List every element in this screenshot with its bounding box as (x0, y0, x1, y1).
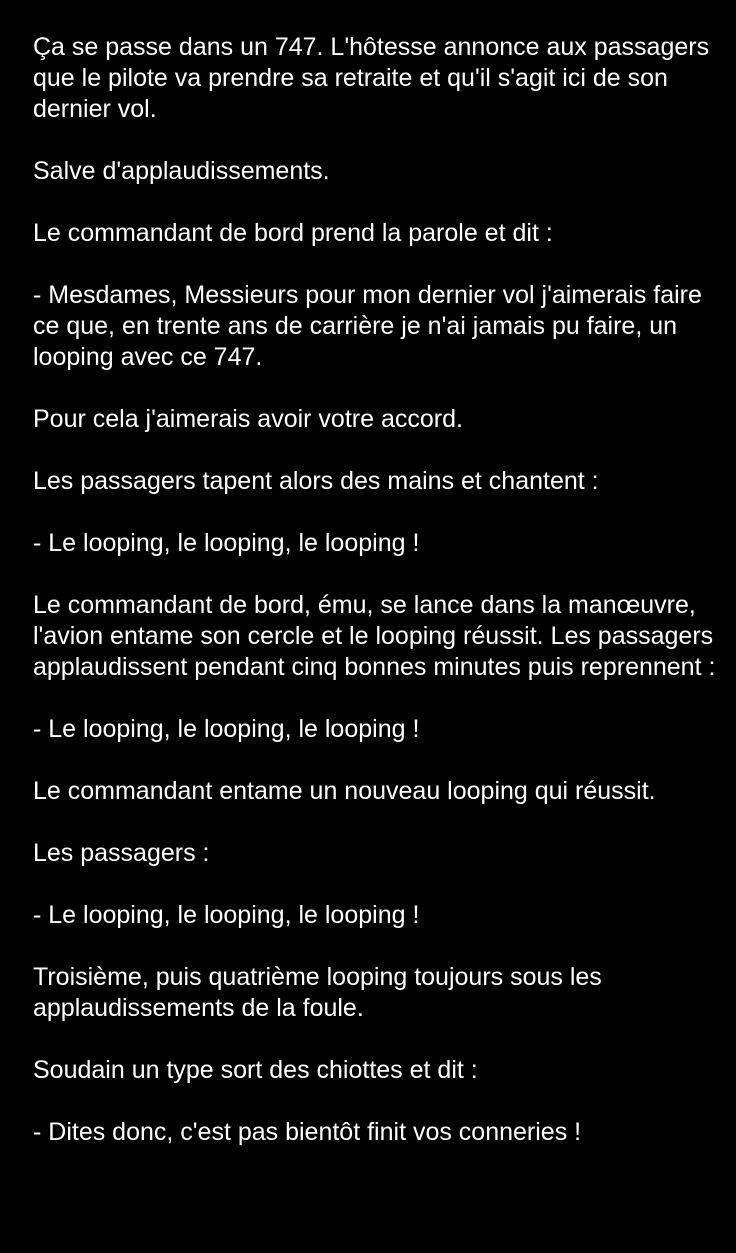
paragraph-toilet-guy: Soudain un type sort des chiottes et dit : (33, 1056, 478, 1084)
paragraph-chant-3: - Le looping, le looping, le looping ! (33, 901, 420, 929)
paragraph-more-loopings: Troisième, puis quatrième looping toujours sous les applaudissements de la foule. (33, 963, 602, 1022)
paragraph-intro: Ça se passe dans un 747. L'hôtesse annonce aux passagers que le pilote va prendre sa retraite et qu'il s'agit ici de son dernier vol. (33, 33, 710, 123)
paragraph-chant-1: - Le looping, le looping, le looping ! (33, 529, 420, 557)
paragraph-passengers: Les passagers : (33, 839, 210, 867)
paragraph-first-looping: Le commandant de bord, ému, se lance dans la manœuvre, l'avion entame son cercle et le looping réussit. Les passagers applaudissent pendant cinq bonnes minutes puis reprennent : (33, 591, 716, 681)
paragraph-second-looping: Le commandant entame un nouveau looping qui réussit. (33, 777, 656, 805)
paragraph-punchline: - Dites donc, c'est pas bientôt finit vos conneries ! (33, 1118, 582, 1146)
paragraph-accord: Pour cela j'aimerais avoir votre accord. (33, 405, 463, 433)
paragraph-applause: Salve d'applaudissements. (33, 157, 330, 185)
paragraph-captain-request: - Mesdames, Messieurs pour mon dernier vol j'aimerais faire ce que, en trente ans de carrière je n'ai jamais pu faire, un looping avec ce 747. (33, 281, 702, 371)
paragraph-passengers-sing: Les passagers tapent alors des mains et chantent : (33, 467, 599, 495)
paragraph-captain-speaks: Le commandant de bord prend la parole et dit : (33, 219, 553, 247)
paragraph-chant-2: - Le looping, le looping, le looping ! (33, 715, 420, 743)
